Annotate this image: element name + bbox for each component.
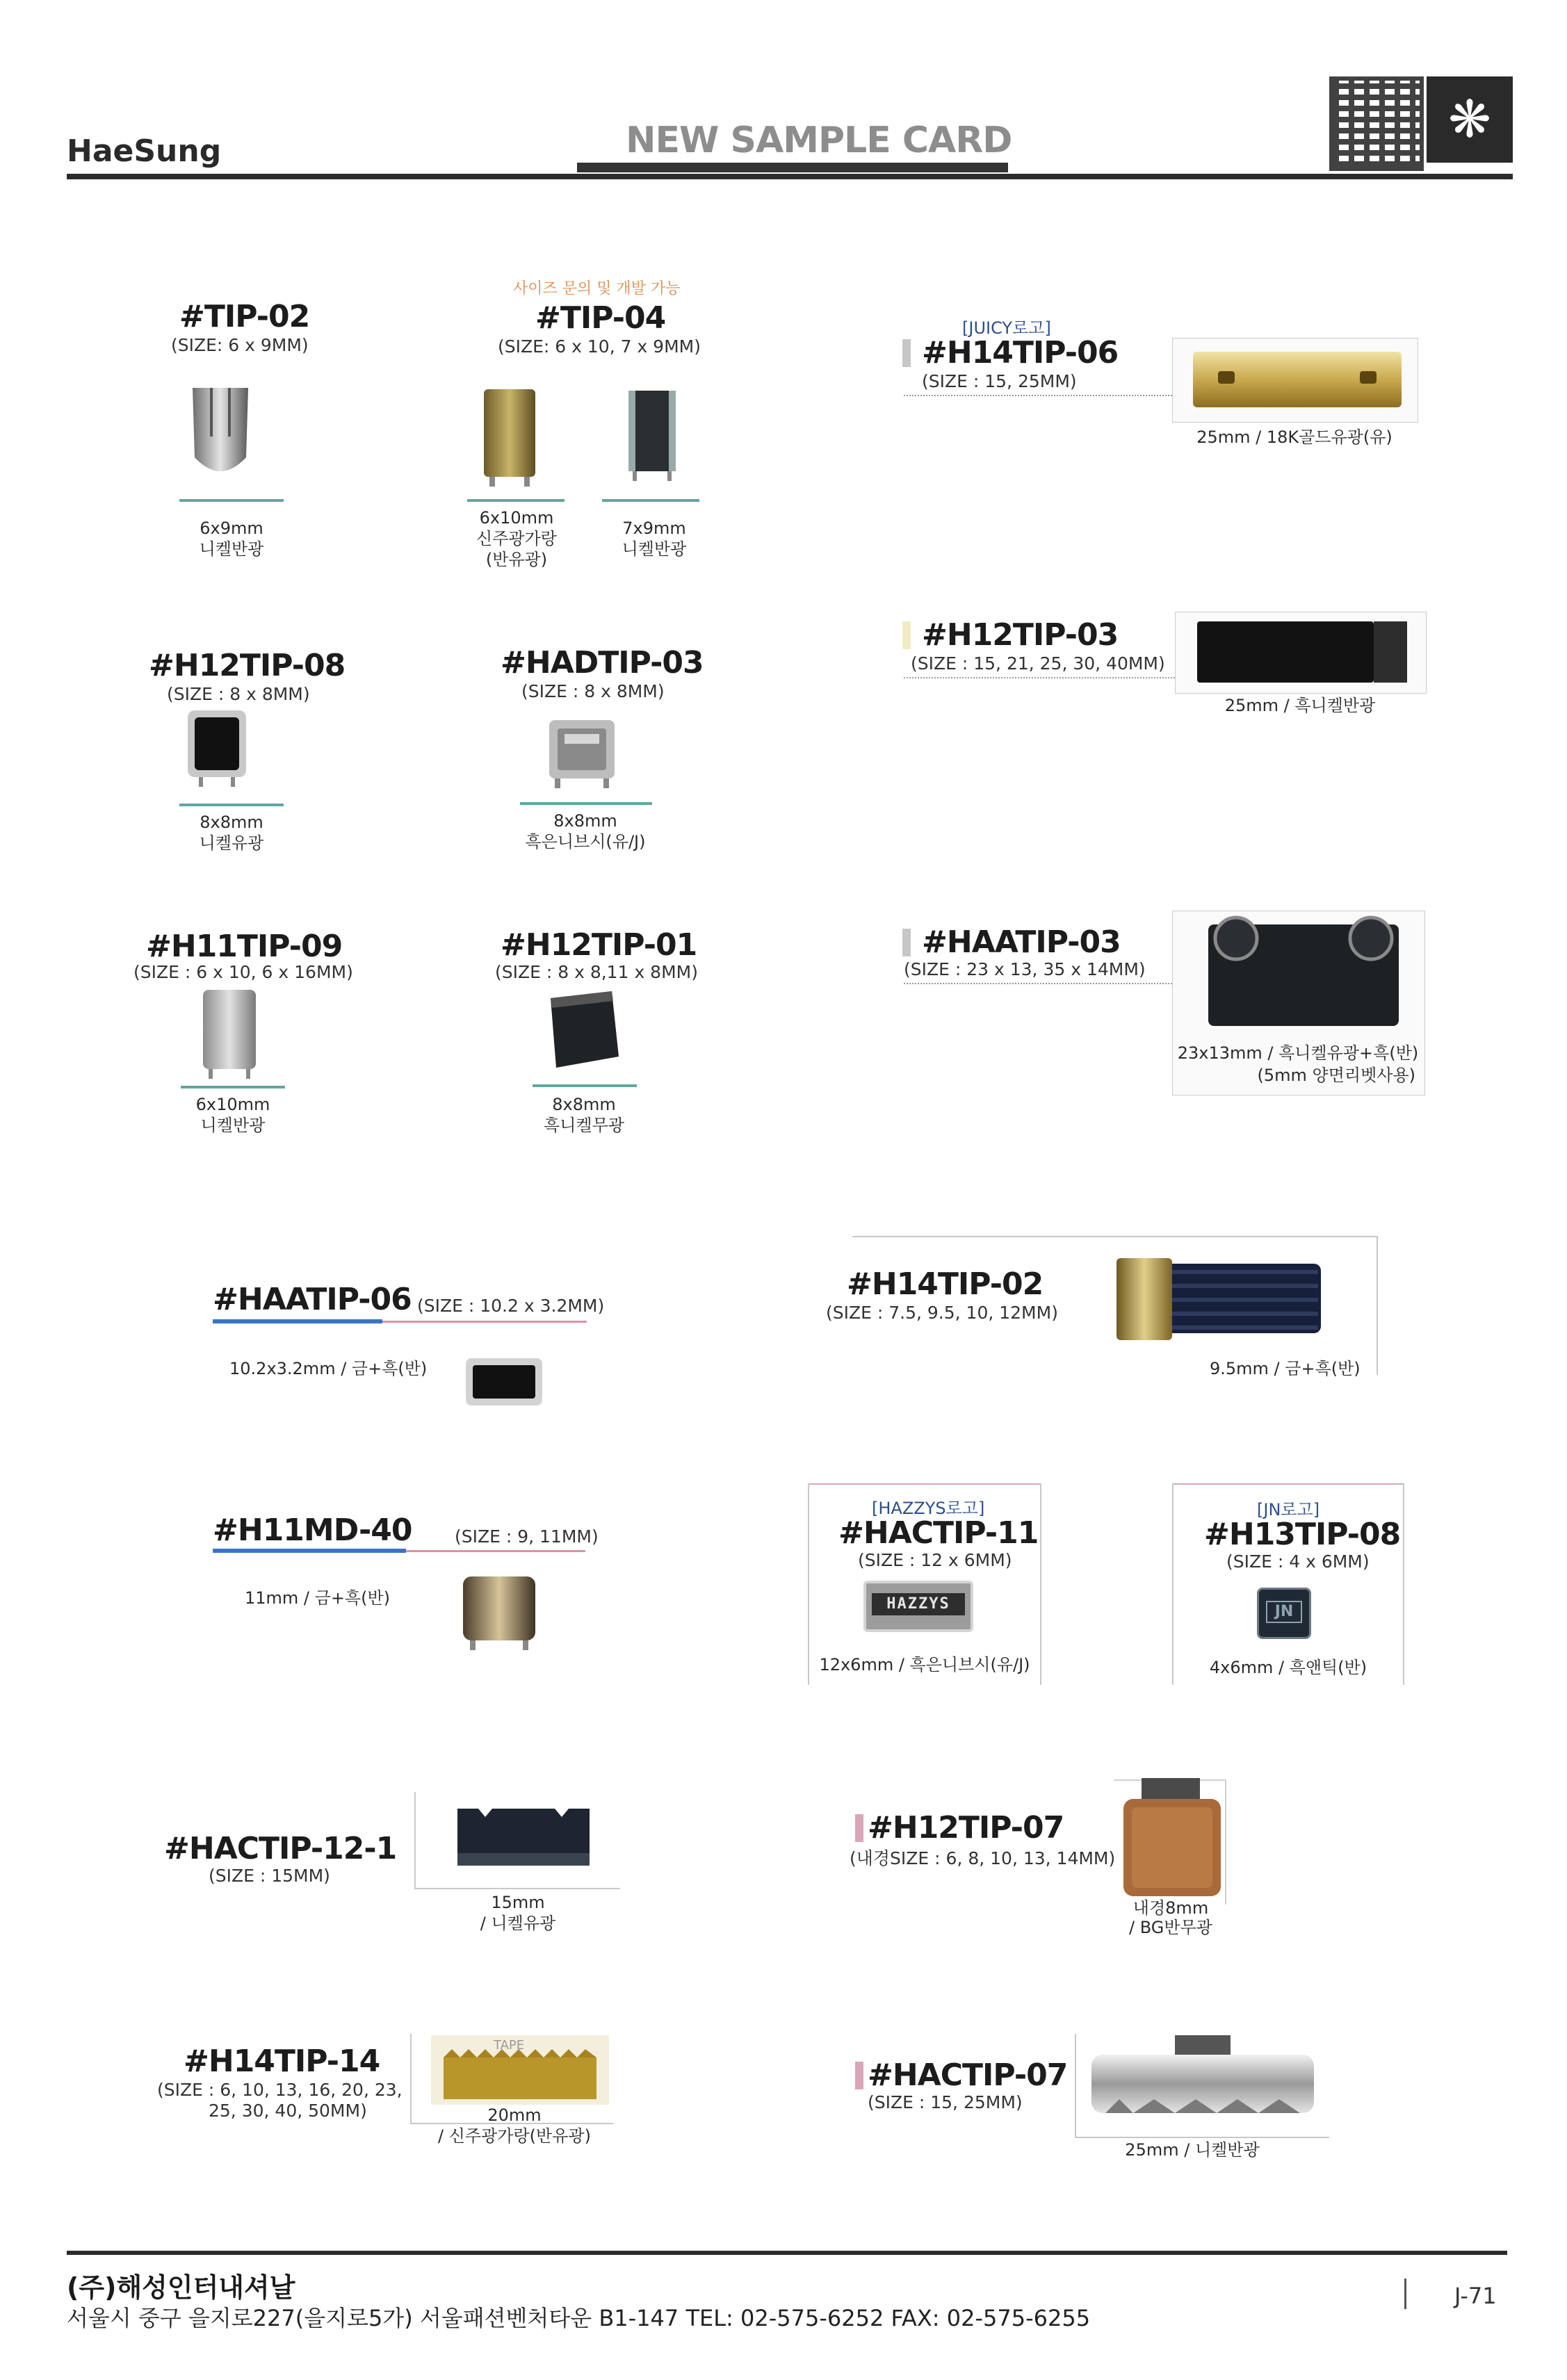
divider xyxy=(602,499,699,502)
product-size: (SIZE : 15, 25MM) xyxy=(868,2092,1023,2112)
caption-finish: 니켈반광 xyxy=(622,539,687,559)
pink-underline xyxy=(406,1550,585,1552)
product-size: (SIZE : 15, 25MM) xyxy=(922,371,1077,391)
logo-note: [JUICY로고] xyxy=(962,318,1051,338)
product-size: (SIZE : 7.5, 9.5, 10, 12MM) xyxy=(826,1303,1058,1323)
caption-finish: (반유광) xyxy=(485,550,548,569)
marker xyxy=(855,1814,863,1842)
caption-size: 20mm xyxy=(487,2105,542,2125)
product-size: (SIZE : 15MM) xyxy=(209,1866,330,1886)
h12tip08-image xyxy=(184,706,250,798)
caption: 23x13mm / 흑니켈유광+흑(반) xyxy=(1177,1043,1419,1063)
page-number: J-71 xyxy=(1454,2283,1497,2309)
haatip06-image xyxy=(455,1348,552,1418)
header-rule xyxy=(67,174,1513,179)
product-code: #HADTIP-03 xyxy=(501,645,704,680)
product-code: #TIP-02 xyxy=(179,299,310,334)
caption: 25mm / 니켈반광 xyxy=(1125,2140,1260,2160)
divider xyxy=(181,1086,285,1089)
product-size: (SIZE : 23 x 13, 35 x 14MM) xyxy=(904,959,1146,979)
pink-underline xyxy=(382,1321,587,1323)
tape-label: TAPE xyxy=(494,2038,525,2053)
product-code: #H11MD-40 xyxy=(213,1513,412,1548)
blue-underline xyxy=(213,1549,406,1553)
product-code: #H14TIP-02 xyxy=(847,1266,1044,1302)
product-size: (SIZE : 15, 21, 25, 30, 40MM) xyxy=(911,653,1165,674)
brand-logo-icon: ❋ xyxy=(1427,76,1513,163)
blue-underline xyxy=(213,1319,382,1323)
h11tip09-image xyxy=(196,984,263,1082)
caption-size: 6x10mm xyxy=(195,1095,270,1114)
frame-left xyxy=(414,1792,416,1889)
divider xyxy=(179,804,284,806)
dotted-divider xyxy=(904,395,1175,396)
product-code: #HACTIP-11 xyxy=(838,1515,1039,1551)
caption-finish: 니켈반광 xyxy=(200,1116,266,1135)
hazzys-plate: HAZZYS xyxy=(872,1593,965,1615)
caption-size: 8x8mm xyxy=(552,1095,616,1114)
product-code: #H12TIP-08 xyxy=(149,648,346,683)
qr-code-icon xyxy=(1329,76,1424,171)
frame-top xyxy=(852,1236,1378,1237)
product-size: (SIZE : 12 x 6MM) xyxy=(858,1550,1012,1570)
marker xyxy=(902,621,911,649)
caption: 12x6mm / 흑은니브시(유/J) xyxy=(819,1655,1030,1674)
marker xyxy=(902,339,911,367)
title-underline xyxy=(577,163,1008,172)
product-code: #TIP-04 xyxy=(535,300,666,336)
product-code: #H14TIP-14 xyxy=(184,2044,380,2079)
product-code: #HACTIP-12-1 xyxy=(164,1831,397,1866)
brand-name: HaeSung xyxy=(67,133,222,169)
h13tip08-image xyxy=(1257,1588,1311,1639)
frame-top xyxy=(1172,1483,1404,1485)
product-code: #H11TIP-09 xyxy=(146,929,343,964)
product-code: #H14TIP-06 xyxy=(922,335,1119,370)
caption-size: 6x9mm xyxy=(200,519,263,538)
frame-left xyxy=(410,2034,412,2124)
product-size: 25, 30, 40, 50MM) xyxy=(209,2101,367,2121)
product-size: (SIZE : 4 x 6MM) xyxy=(1226,1551,1370,1572)
h12tip07-image xyxy=(1117,1775,1228,1900)
caption-note: (5mm 양면리벳사용) xyxy=(1257,1066,1415,1085)
caption: 25mm / 18K골드유광(유) xyxy=(1196,427,1393,447)
tip04-nickel-image xyxy=(617,386,687,491)
h12tip01-image xyxy=(535,987,626,1077)
caption-size: 6x10mm xyxy=(479,508,554,528)
page-title: NEW SAMPLE CARD xyxy=(626,120,1012,161)
dotted-divider xyxy=(904,983,1172,984)
caption: 10.2x3.2mm / 금+흑(반) xyxy=(229,1359,428,1378)
footer-rule xyxy=(67,2251,1507,2255)
caption-size: 8x8mm xyxy=(553,811,617,831)
caption-size: 8x8mm xyxy=(200,813,263,832)
caption-finish: 흑은니브시(유/J) xyxy=(525,832,646,851)
caption-finish: / 신주광가랑(반유광) xyxy=(438,2126,591,2146)
product-size: (SIZE : 10.2 x 3.2MM) xyxy=(417,1296,605,1316)
logo-note: [JN로고] xyxy=(1257,1500,1320,1519)
product-code: #H12TIP-03 xyxy=(922,617,1119,653)
product-size: (SIZE : 9, 11MM) xyxy=(455,1526,599,1547)
h14tip02-image xyxy=(1110,1251,1332,1348)
product-size: (SIZE : 8 x 8MM) xyxy=(521,681,665,701)
product-size: (SIZE : 8 x 8,11 x 8MM) xyxy=(495,962,698,982)
marker xyxy=(855,2062,863,2089)
marker xyxy=(902,929,911,956)
h12tip03-image xyxy=(1190,617,1413,687)
divider xyxy=(533,1084,637,1087)
logo-note: [HAZZYS로고] xyxy=(872,1499,985,1518)
caption-finish: 니켈유광 xyxy=(199,833,264,853)
caption-finish: 신주광가랑 xyxy=(476,529,557,548)
caption: 4x6mm / 흑앤틱(반) xyxy=(1209,1658,1367,1677)
caption-size: 15mm xyxy=(491,1893,545,1912)
caption: 25mm / 흑니켈반광 xyxy=(1224,696,1376,715)
frame-left xyxy=(1172,1483,1174,1685)
caption-finish: 니켈반광 xyxy=(199,539,264,559)
h11md40-image xyxy=(450,1565,548,1656)
company-address: 서울시 중구 을지로227(을지로5가) 서울패션벤처타운 B1-147 TEL: 02-575-6252 FAX: 02-575-6255 xyxy=(67,2305,1091,2331)
haatip03-image xyxy=(1199,911,1407,1036)
product-size: (SIZE: 6 x 10, 7 x 9MM) xyxy=(498,336,701,357)
company-name: (주)해성인터내셔날 xyxy=(67,2272,295,2303)
frame-bottom xyxy=(414,1888,620,1889)
caption-finish: / BG반무광 xyxy=(1129,1918,1212,1937)
frame-right xyxy=(1377,1236,1378,1375)
product-code: #H12TIP-07 xyxy=(868,1810,1064,1845)
jn-plate: JN xyxy=(1266,1601,1302,1623)
product-code: #HAATIP-06 xyxy=(213,1282,412,1317)
caption: 11mm / 금+흑(반) xyxy=(245,1588,391,1608)
divider xyxy=(520,802,652,805)
product-code: #HAATIP-03 xyxy=(922,924,1121,960)
h14tip06-image xyxy=(1190,348,1406,411)
product-size: (내경SIZE : 6, 8, 10, 13, 14MM) xyxy=(850,1848,1116,1868)
dotted-divider xyxy=(904,677,1175,678)
hactip121-image xyxy=(450,1802,596,1877)
product-code: #H12TIP-01 xyxy=(501,927,697,963)
tip04-gold-image xyxy=(471,384,548,495)
caption-finish: 흑니켈무광 xyxy=(544,1116,624,1135)
caption: 9.5mm / 금+흑(반) xyxy=(1210,1359,1361,1378)
caption-finish: / 니켈유광 xyxy=(480,1914,556,1933)
custom-size-note: 사이즈 문의 및 개발 가능 xyxy=(513,280,681,298)
product-size: (SIZE : 8 x 8MM) xyxy=(167,684,310,704)
hactip11-image xyxy=(863,1581,973,1632)
divider xyxy=(467,499,565,502)
caption-size: 내경8mm xyxy=(1132,1898,1209,1918)
frame-right xyxy=(1403,1483,1404,1685)
frame-left xyxy=(1075,2034,1076,2138)
product-code: #HACTIP-07 xyxy=(868,2057,1068,2093)
hadtip03-image xyxy=(544,715,620,791)
tip02-image xyxy=(182,381,259,485)
caption-size: 7x9mm xyxy=(622,519,686,538)
hactip07-image xyxy=(1085,2032,1321,2130)
product-code: #H13TIP-08 xyxy=(1204,1517,1401,1552)
frame-bottom xyxy=(1075,2137,1329,2138)
product-size: (SIZE: 6 x 9MM) xyxy=(171,335,309,355)
frame-right xyxy=(1040,1483,1041,1685)
frame-top xyxy=(808,1483,1041,1485)
product-size: (SIZE : 6, 10, 13, 16, 20, 23, xyxy=(157,2080,403,2100)
divider xyxy=(179,499,284,502)
page-divider xyxy=(1404,2279,1406,2309)
product-size: (SIZE : 6 x 10, 6 x 16MM) xyxy=(133,962,353,982)
